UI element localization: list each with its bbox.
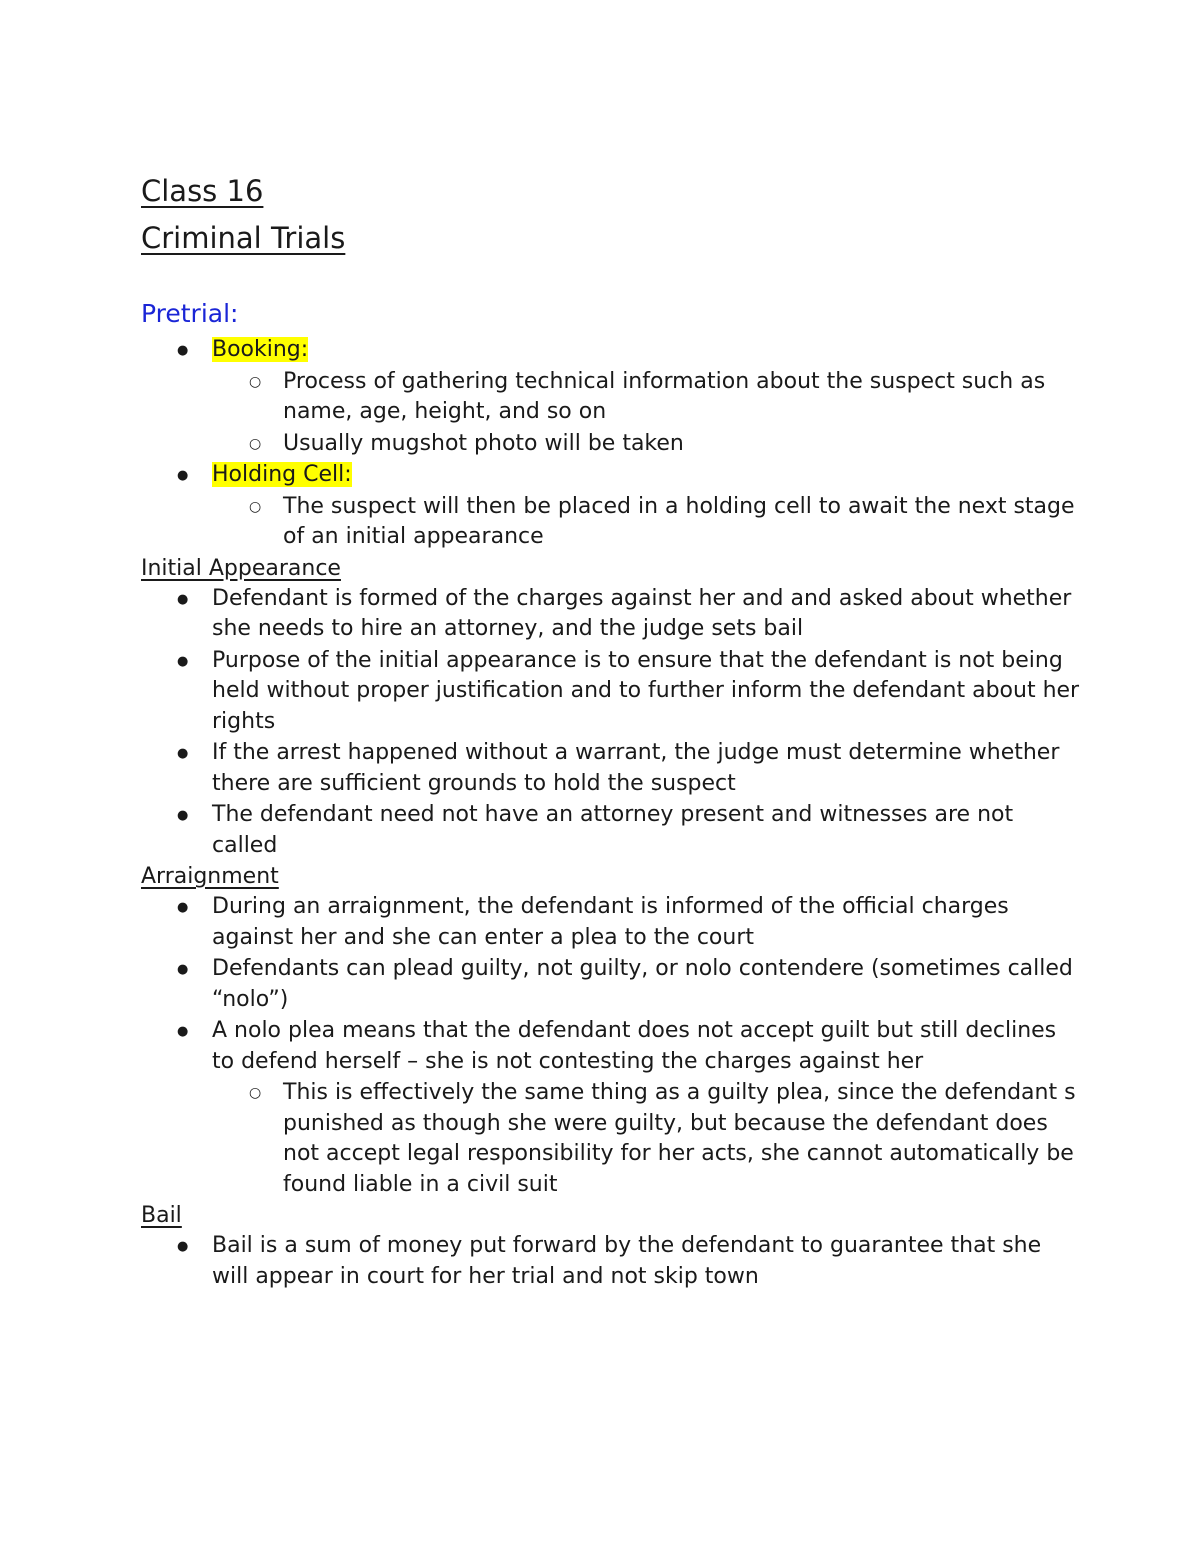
list-item: ● Purpose of the initial appearance is to ensure that the defendant is not being held without proper justification and to further inform the defendant about her rights	[141, 646, 1081, 738]
list-item: ● Defendants can plead guilty, not guilty, or nolo contendere (sometimes called “nolo”)	[141, 954, 1081, 1015]
initial-appearance-heading: Initial Appearance	[141, 555, 341, 581]
list-item: ● During an arraignment, the defendant is informed of the official charges against her and she can enter a plea to the court	[141, 892, 1081, 953]
arraignment-list	[141, 892, 1081, 1200]
booking-label: Booking:	[212, 337, 309, 362]
holding-cell-item	[141, 460, 1081, 491]
topic-title: Criminal Trials	[141, 221, 346, 255]
class-title: Class 16	[141, 174, 264, 208]
booking-point: ○ Usually mugshot photo will be taken	[141, 429, 1081, 460]
bail-heading: Bail	[141, 1203, 182, 1228]
list-item: ● A nolo plea means that the defendant does not accept guilt but still declines to defend herself – she is not contesting the charges against her	[141, 1016, 1081, 1077]
list-item: ● If the arrest happened without a warrant, the judge must determine whether there are sufficient grounds to hold the suspect	[141, 738, 1081, 799]
nolo-subpoint: ○ This is effectively the same thing as a guilty plea, since the defendant s punished as though she were guilty, but because the defendant does not accept legal responsibility for her acts, she cannot automatically be found liable in a civil suit	[141, 1078, 1081, 1200]
booking-point: ○ Process of gathering technical information about the suspect such as name, age, height, and so on	[141, 367, 1081, 428]
arraignment-heading: Arraignment	[141, 864, 279, 889]
list-item: ● Bail is a sum of money put forward by the defendant to guarantee that she will appear in court for her trial and not skip town	[141, 1231, 1081, 1292]
document-content	[141, 168, 1081, 1293]
booking-item	[141, 335, 1081, 366]
list-item: ● Defendant is formed of the charges against her and and asked about whether she needs to hire an attorney, and the judge sets bail	[141, 584, 1081, 645]
pretrial-list	[141, 335, 1081, 553]
holding-cell-label: Holding Cell:	[212, 462, 352, 487]
bail-list	[141, 1231, 1081, 1292]
pretrial-heading: Pretrial:	[141, 299, 239, 328]
holding-cell-point: ○ The suspect will then be placed in a holding cell to await the next stage of an initial appearance	[141, 492, 1081, 553]
list-item: ● The defendant need not have an attorney present and witnesses are not called	[141, 800, 1081, 861]
initial-appearance-list	[141, 584, 1081, 862]
